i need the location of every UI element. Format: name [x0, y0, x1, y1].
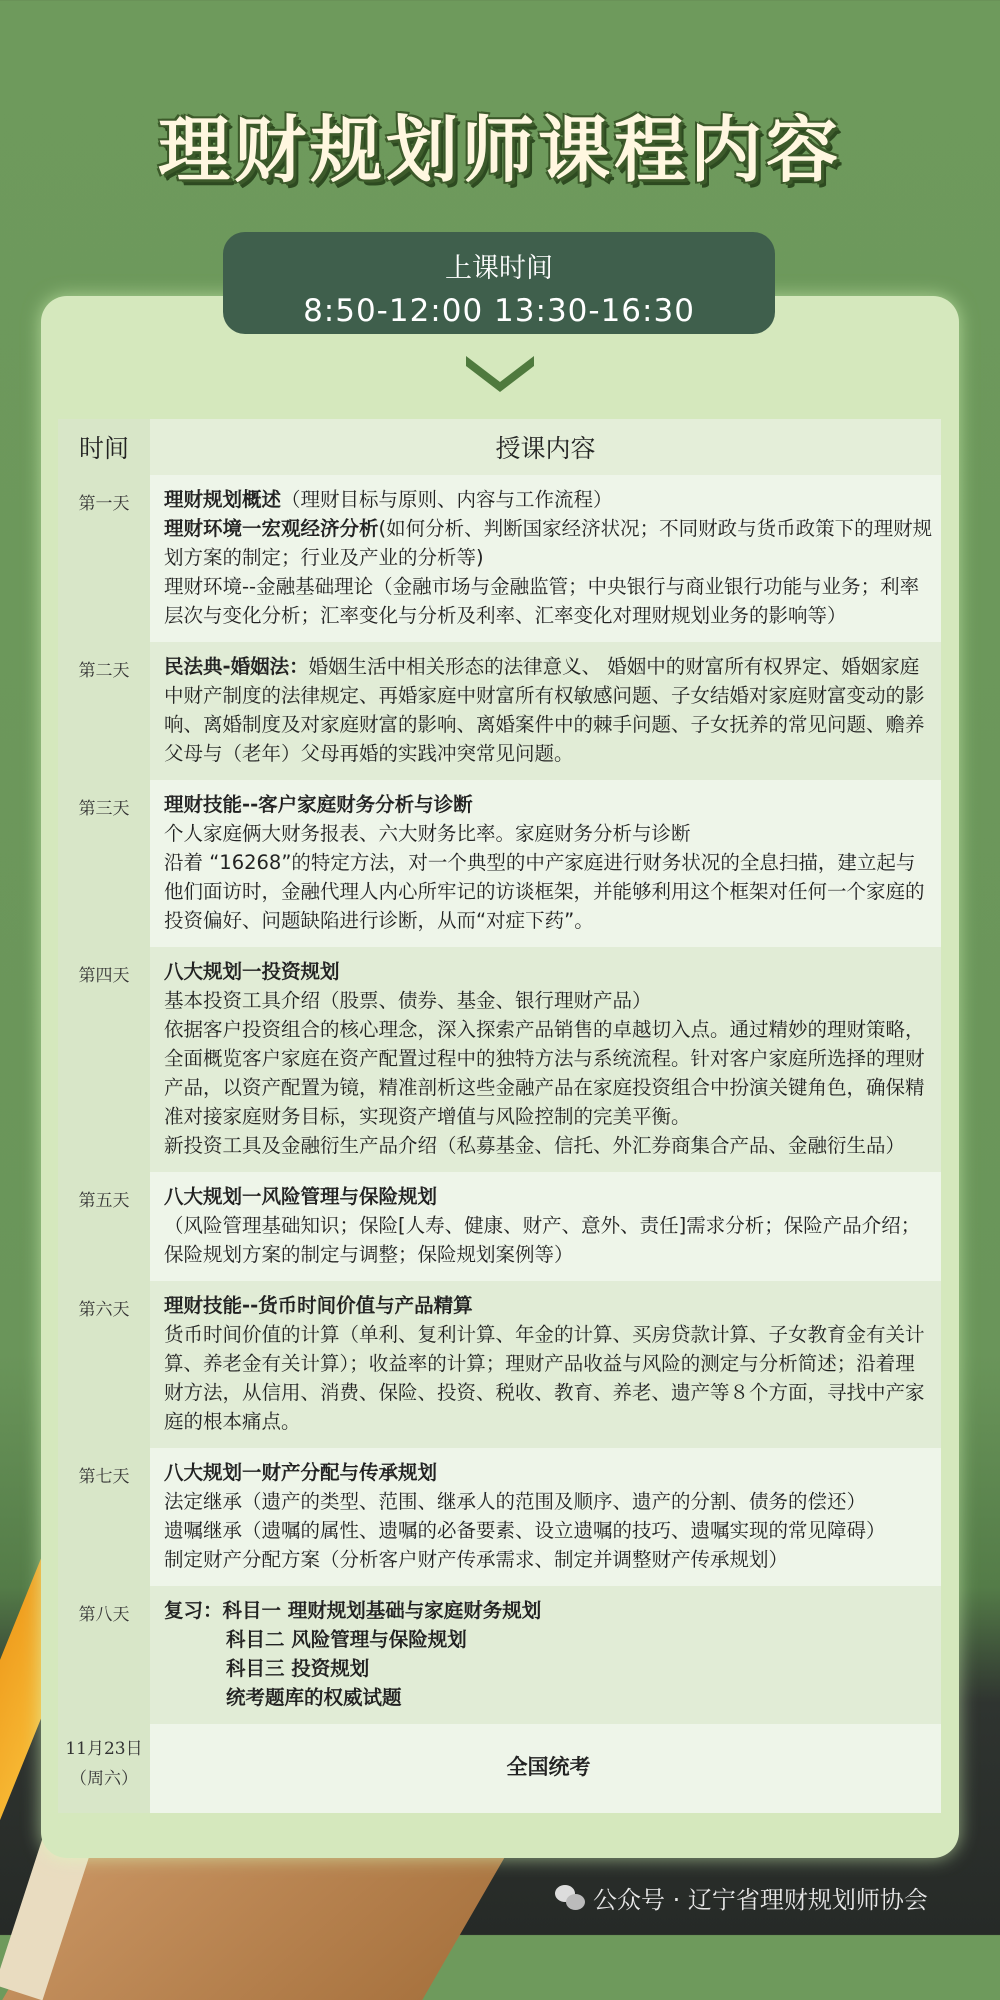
topic-title: 理财技能--客户家庭财务分析与诊断 [164, 793, 473, 816]
review-subject: 科目二 风险管理与保险规划 [226, 1628, 467, 1651]
day-label: 第八天 [58, 1586, 150, 1724]
topic-detail: （理财目标与原则、内容与工作流程） [281, 488, 613, 511]
content-line [164, 572, 933, 630]
topic-detail: 遗嘱继承（遗嘱的属性、遗嘱的必备要素、设立遗嘱的技巧、遗嘱实现的常见障碍） [164, 1519, 886, 1542]
review-item [164, 1596, 933, 1625]
topic-title: 理财技能--货币时间价值与产品精算 [164, 1294, 473, 1317]
content-line [164, 1320, 933, 1436]
topic-detail: 沿着 “16268”的特定方法，对一个典型的中产家庭进行财务状况的全息扫描，建立起与他们面访时，金融代理人内心所牢记的访谈框架，并能够利用这个框架对任何一个家庭的投资偏好、问题缺陷进行诊断，从而“对症下药”。 [164, 851, 925, 932]
exam-label: 全国统考 [150, 1724, 941, 1813]
review-subject: 科目一 理财规划基础与家庭财务规划 [222, 1599, 542, 1622]
content-line [164, 485, 933, 514]
topic-title: 理财环境一宏观经济分析 [164, 517, 379, 540]
day-label: 第三天 [58, 780, 150, 947]
course-content [150, 1281, 941, 1448]
table-row [58, 642, 941, 780]
topic-detail: 新投资工具及金融衍生产品介绍（私募基金、信托、外汇券商集合产品、金融衍生品） [164, 1134, 906, 1157]
content-line [164, 652, 933, 768]
schedule-times: 8:50-12:00 13:30-16:30 [303, 293, 695, 329]
topic-detail: 法定继承（遗产的类型、范围、继承人的范围及顺序、遗产的分割、债务的偿还） [164, 1490, 867, 1513]
topic-detail: 理财环境--金融基础理论（金融市场与金融监管；中央银行与商业银行功能与业务；利率层次与变化分析；汇率变化与分析及利率、汇率变化对理财规划业务的影响等） [164, 575, 920, 627]
content-line [164, 1131, 933, 1160]
exam-date [58, 1724, 150, 1813]
content-line [164, 1516, 933, 1545]
table-row [58, 1172, 941, 1281]
wechat-icon [555, 1885, 585, 1911]
day-label: 第七天 [58, 1448, 150, 1586]
content-line [164, 819, 933, 848]
day-label: 第六天 [58, 1281, 150, 1448]
topic-detail: 货币时间价值的计算（单利、复利计算、年金的计算、买房贷款计算、子女教育金有关计算、养老金有关计算）；收益率的计算；理财产品收益与风险的测定与分析简述；沿着理财方法，从信用、消费、保险、投资、税收、教育、养老、遗产等８个方面，寻找中产家庭的根本痛点。 [164, 1323, 925, 1433]
schedule-label: 上课时间 [445, 253, 553, 284]
topic-title: 理财规划概述 [164, 488, 282, 511]
topic-title: 民法典-婚姻法： [164, 655, 309, 678]
topic-detail: 依据客户投资组合的核心理念，深入探索产品销售的卓越切入点。通过精妙的理财策略，全面概览客户家庭在资产配置过程中的独特方法与系统流程。针对客户家庭所选择的理财产品，以资产配置为镜，精准剖析这些金融产品在家庭投资组合中扮演关键角色，确保精准对接家庭财务目标，实现资产增值与风险控制的完美平衡。 [164, 1018, 925, 1128]
table-row-exam [58, 1724, 941, 1813]
table-row [58, 780, 941, 947]
content-line [164, 1545, 933, 1574]
topic-title: 八大规划一投资规划 [164, 960, 340, 983]
topic-detail: (如何分析、判断国家经济状况；不同财政与货币政策下的理财规划方案的制定；行业及产业的分析等) [164, 517, 933, 569]
course-content [150, 475, 941, 642]
day-label: 第四天 [58, 947, 150, 1172]
course-content [150, 642, 941, 780]
topic-detail: 个人家庭俩大财务报表、六大财务比率。家庭财务分析与诊断 [164, 822, 691, 845]
topic-detail: 制定财产分配方案（分析客户财产传承需求、制定并调整财产传承规划） [164, 1548, 789, 1571]
day-label: 第一天 [58, 475, 150, 642]
footer [555, 1880, 928, 1915]
topic-detail: 婚姻生活中相关形态的法律意义、 婚姻中的财富所有权界定、婚姻家庭中财产制度的法律规定、再婚家庭中财富所有权敏感问题、子女结婚对家庭财富变动的影响、离婚制度及对家庭财富的影响、离婚案件中的棘手问题、子女抚养的常见问题、赡养父母与（老年）父母再婚的实践冲突常见问题。 [164, 655, 925, 765]
course-table [58, 419, 941, 1813]
topic-detail: （风险管理基础知识；保险[人寿、健康、财产、意外、责任]需求分析；保险产品介绍；保险规划方案的制定与调整；保险规划案例等） [164, 1214, 921, 1266]
exam-date-text: 11月23日 [65, 1739, 143, 1759]
review-item [164, 1654, 933, 1683]
content-line [164, 790, 933, 819]
table-row-review [58, 1586, 941, 1724]
review-item [164, 1683, 933, 1712]
review-prefix: 复习： [164, 1599, 223, 1622]
course-content [150, 1448, 941, 1586]
content-line [164, 1458, 933, 1487]
page-title: 理财规划师课程内容 [157, 108, 842, 192]
header-time: 时间 [58, 419, 150, 475]
day-label: 第五天 [58, 1172, 150, 1281]
footer-text: 公众号 · 辽宁省理财规划师协会 [593, 1886, 928, 1914]
day-label: 第二天 [58, 642, 150, 780]
content-line [164, 957, 933, 986]
course-content [150, 780, 941, 947]
content-line [164, 1487, 933, 1516]
content-line [164, 514, 933, 572]
table-row [58, 1281, 941, 1448]
content-line [164, 1182, 933, 1211]
course-content [150, 1586, 941, 1724]
course-content [150, 947, 941, 1172]
schedule-badge [223, 232, 775, 334]
chevron-down-icon [464, 352, 536, 392]
course-content [150, 1172, 941, 1281]
table-row [58, 1448, 941, 1586]
topic-title: 八大规划一财产分配与传承规划 [164, 1461, 438, 1484]
topic-detail: 基本投资工具介绍（股票、债券、基金、银行理财产品） [164, 989, 652, 1012]
content-line [164, 1015, 933, 1131]
table-row [58, 475, 941, 642]
content-line [164, 986, 933, 1015]
review-subject: 科目三 投资规划 [226, 1657, 370, 1680]
header-content: 授课内容 [150, 419, 941, 475]
review-subject: 统考题库的权威试题 [226, 1686, 402, 1709]
content-line [164, 848, 933, 935]
content-line [164, 1291, 933, 1320]
content-line [164, 1211, 933, 1269]
exam-weekday: （周六） [70, 1769, 138, 1789]
review-item [164, 1625, 933, 1654]
topic-title: 八大规划一风险管理与保险规划 [164, 1185, 438, 1208]
table-row [58, 947, 941, 1172]
